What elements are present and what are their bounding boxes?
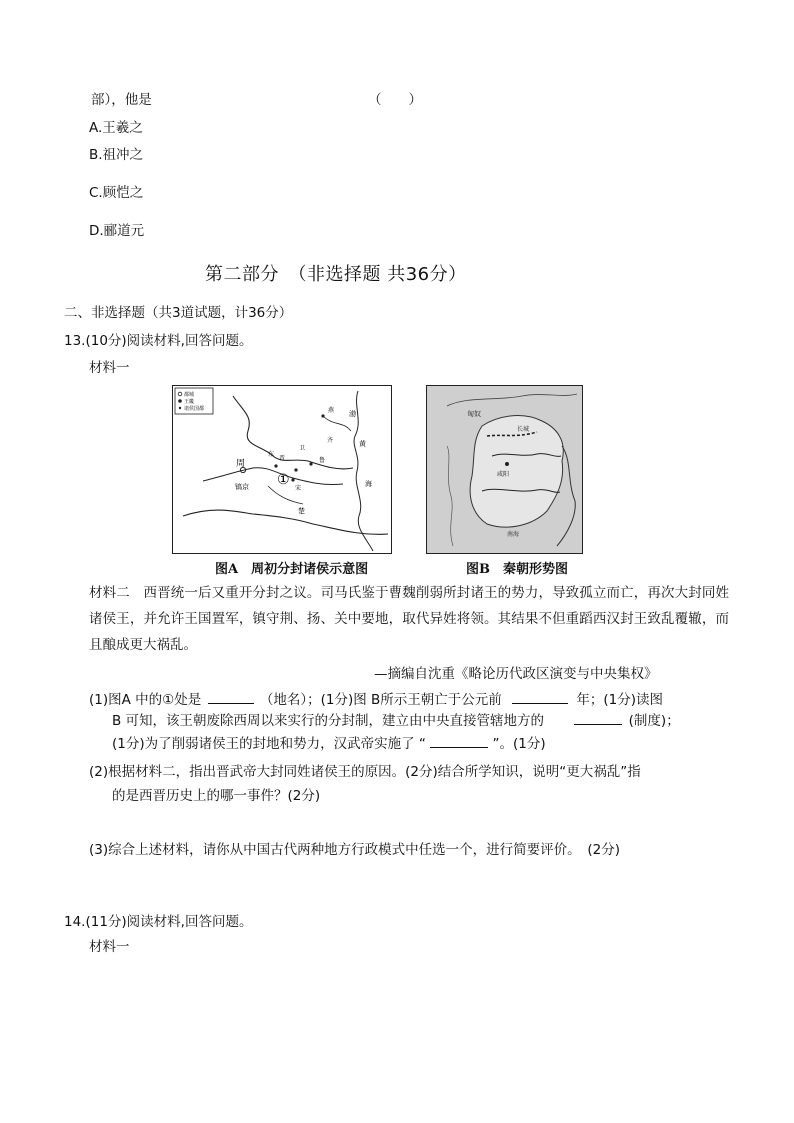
map-a-coastline: [354, 391, 373, 551]
q13-source: —摘编自沈重《略论历代政区演变与中央集权》: [374, 666, 658, 682]
map-a-river-yellow: [233, 396, 353, 469]
map-a-label-song: 宋: [295, 485, 302, 492]
map-a-river-north: [323, 416, 351, 431]
map-b-caption: 图B 秦朝形势图: [466, 562, 568, 577]
q13-sub1-part-g: ”。(1分): [492, 736, 546, 752]
map-a-label-qi: 齐: [327, 437, 334, 444]
map-a-label-huang: 黄: [359, 440, 366, 448]
q13-sub1-part-e: (制度)；: [628, 713, 680, 729]
map-b-label-xianyang: 咸阳: [497, 471, 510, 478]
map-a-figure: [173, 386, 391, 553]
map-b-label-nanhai: 南海: [507, 531, 520, 538]
map-a-river-yangtze: [183, 510, 388, 534]
map-a-caption: 图A 周初分封诸侯示意图: [215, 562, 369, 577]
q13-stem: 13.(10分)阅读材料,回答问题。: [64, 333, 253, 349]
map-a-label-haojing: 镐京: [235, 483, 249, 491]
map-b-figure: [427, 386, 582, 553]
map-a-river-wei: [203, 468, 343, 485]
q13-sub1-blank-system[interactable]: [574, 710, 622, 725]
q13-sub1-blank-year[interactable]: [512, 689, 568, 704]
map-a-yan-symbol: [321, 414, 324, 417]
q14-material1-label: 材料一: [89, 939, 130, 955]
map-b-label-xiongnu: 匈奴: [467, 410, 481, 418]
q13-sub1-line1: [89, 689, 663, 710]
map-a-label-lu: 鲁: [319, 457, 326, 464]
q13-sub1-line2: [112, 710, 680, 731]
q13-sub1-part-d: B 可知，该王朝废除西周以来实行的分封制，建立由中央直接管辖地方的: [112, 713, 545, 729]
map-a-song-symbol: [291, 478, 294, 481]
part2-subtitle: 二、非选择题（共3道试题，计36分）: [64, 305, 293, 321]
map-a-label-hai: 海: [365, 480, 372, 488]
q13-sub1-part-a: (1)图A 中的①处是: [89, 692, 202, 708]
q12-option-a: A.王羲之: [89, 120, 143, 136]
map-a-legend-royal: 王畿: [184, 399, 195, 405]
map-a-lu-symbol: [294, 468, 297, 471]
q13-sub1-part-c: 年；(1分)读图: [576, 692, 664, 708]
map-b-xianyang-symbol: [505, 462, 509, 466]
q13-sub3: (3)综合上述材料，请你从中国古代两种地方行政模式中任选一个，进行简要评价。 (2分): [89, 842, 620, 858]
q13-sub1-part-f: (1分)为了削弱诸侯王的封地和势力，汉武帝实施了 “: [112, 736, 426, 752]
map-a-circle-mark: ①: [277, 472, 290, 488]
map-a-label-zhou: 周: [236, 459, 246, 469]
map-a: [172, 385, 392, 554]
q12-stem-tail: 部），他是: [91, 92, 152, 108]
map-a-label-chu: 楚: [298, 507, 305, 515]
q13-sub2-line1: (2)根据材料二，指出晋武帝大封同姓诸侯王的原因。(2分)结合所学知识，说明“更大祸乱”指: [89, 764, 641, 780]
q13-sub1-blank-place[interactable]: [208, 689, 254, 704]
part2-title: 第二部分 （非选择题 共36分）: [205, 264, 467, 285]
map-a-label-bo: 渤: [349, 410, 356, 418]
map-a-qi-symbol: [309, 462, 312, 465]
map-a-label-jin: 晋: [279, 455, 286, 462]
map-a-legend-state-symbol: [179, 407, 181, 409]
map-a-label-wei: 卫: [299, 445, 306, 452]
q14-stem: 14.(11分)阅读材料,回答问题。: [64, 914, 253, 930]
map-a-label-dong: 东: [268, 451, 275, 458]
q12-option-b: B.祖冲之: [89, 147, 144, 163]
q12-option-c: C.顾恺之: [89, 185, 144, 201]
q13-material2: 材料二 西晋统一后又重开分封之议。司马氏鉴于曹魏削弱所封诸王的势力，导致孤立而亡，再次大封同姓诸侯王，并允许王国置军，镇守荆、扬、关中要地，取代异姓将领。其结果不但重蹈西汉封王致乱覆辙，而且酿成更大祸乱。: [89, 585, 729, 653]
q13-sub1-line3: [112, 733, 546, 754]
q13-material1-label: 材料一: [89, 360, 130, 376]
q13-sub1-blank-policy[interactable]: [430, 733, 488, 748]
map-a-label-yan: 燕: [328, 407, 335, 414]
map-b-label-changcheng: 长城: [517, 426, 530, 433]
q12-answer-paren: （ ）: [368, 92, 422, 108]
q13-sub1-part-b: （地名）；(1分)图 B所示王朝亡于公元前: [259, 692, 502, 708]
q12-option-d: D.郦道元: [89, 223, 145, 239]
map-a-legend-state: 诸侯国都: [184, 406, 205, 412]
q13-sub2-line2: 的是西晋历史上的哪一事件？(2分): [112, 788, 321, 804]
map-a-legend-capital: 都城: [184, 392, 195, 398]
map-a-jin-symbol: [274, 464, 277, 467]
map-b: [426, 385, 583, 554]
map-a-legend-royal-symbol: [178, 399, 182, 403]
